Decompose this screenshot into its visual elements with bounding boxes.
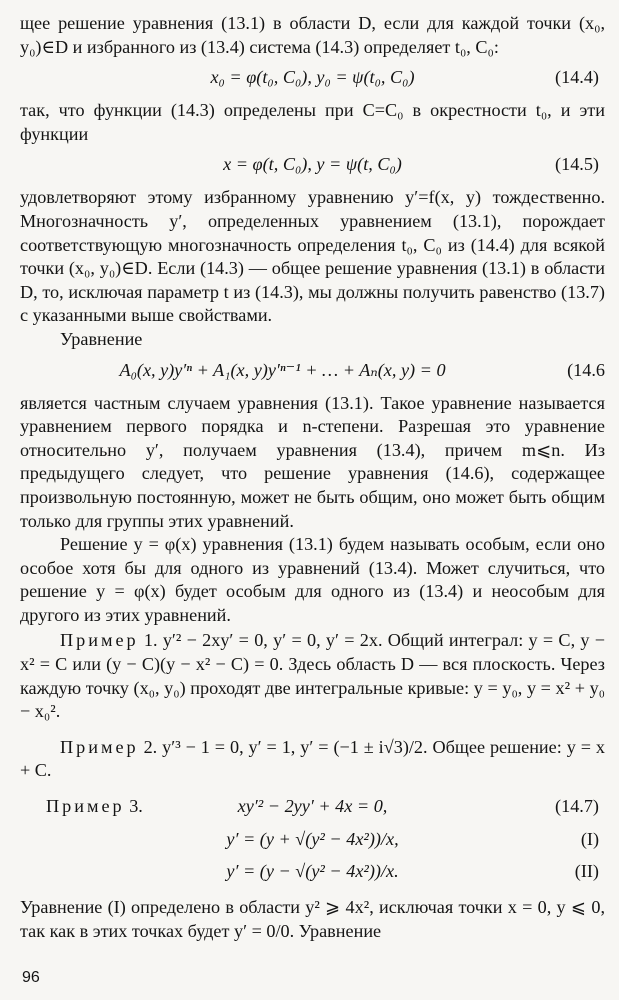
equation-formula: x₀ = φ(t₀, C₀), y₀ = ψ(t₀, C₀) [210, 67, 415, 88]
example-label: Пример [46, 796, 125, 817]
page-number: 96 [22, 969, 40, 987]
example-text: 2. y′³ − 1 = 0, y′ = 1, y′ = (−1 ± i√3)/2. Общее решение: y = x + C. [20, 736, 606, 781]
equation-14-6 [20, 359, 605, 385]
equation-formula: x = φ(t, C₀), y = ψ(t, C₀) [223, 154, 402, 175]
equation-formula: A₀(x, y)y′ⁿ + A₁(x, y)y′ⁿ⁻¹ + … + Aₙ(x, y) = 0 [119, 359, 446, 380]
paragraph-multivaluedness: удовлетворяют этому избранному уравнению y′=f(x, y) тождественно. Многозначность y′, определенных уравнением (13.1), порождает соответствующую многозначность определения t₀, C₀ из (14.4) для всякой точки (x₀, y₀)∈D. Если (14.3) — общее решение уравнения (13.1) в области D, то, исключая параметр t из (14.3), мы должны получить равенство (13.7) с указанными выше свойствами. [20, 187, 605, 326]
example-1 [20, 629, 605, 723]
equation-formula: y′ = (y + √(y² − 4x²))/x, [226, 829, 399, 850]
equation-formula: xy′² − 2yy′ + 4x = 0, [237, 796, 388, 817]
equation-number: (14.5) [555, 154, 599, 175]
equation-formula: y′ = (y − √(y² − 4x²))/x. [226, 861, 399, 882]
equation-number: (II) [574, 861, 599, 882]
paragraph-special-case: является частным случаем уравнения (13.1). Такое уравнение называется уравнением первого порядка и n-степени. Разрешая это уравнение относительно y′, получаем уравнения (13.4), причем m⩽n. Из предыдущего следует, что решение уравнения (14.6), содержащее произвольную постоянную, может не быть общим, оно может быть общим только для группы этих уравнений. [20, 392, 605, 531]
equation-14-5 [20, 153, 605, 179]
example-label: Пример [60, 630, 139, 651]
equation-14-4 [20, 66, 605, 92]
equation-number: (14.7) [555, 796, 599, 817]
example-label: Пример [60, 736, 139, 757]
equation-number: (I) [580, 829, 599, 850]
equation-number: (14.6 [567, 359, 605, 380]
paragraph-general-solution: щее решение уравнения (13.1) в области D, если для каждой точки (x₀, y₀)∈D и избранного из (13.4) система (14.3) определяет t₀, C₀: [20, 13, 605, 57]
equation-14-7 [20, 795, 605, 821]
paragraph-functions-defined: так, что функции (14.3) определены при C=C₀ в окрестности t₀, и эти функции [20, 100, 605, 144]
equation-number: (14.4) [555, 67, 599, 88]
example-number: 3. [129, 796, 143, 817]
equation-II [20, 860, 605, 886]
equation-I [20, 828, 605, 854]
example-2 [20, 736, 605, 783]
paragraph-equation-intro: Уравнение [60, 328, 143, 349]
paragraph-singular-solution: Решение y = φ(x) уравнения (13.1) будем называть особым, если оно особое хотя бы для одного из уравнений (13.4). Может случиться, что решение y = φ(x) будет особым для одного из (13.4) и неособым для другого из этих уравнений. [20, 534, 605, 625]
example-text: 1. y′² − 2xy′ = 0, y′ = 0, y′ = 2x. Общий интеграл: y = C, y − x² = C или (y − C)(y − x² − C) = 0. Здесь область D — вся плоскость. Через каждую точку (x₀, y₀) проходят две интегральные кривые: y = y₀, y = x² + y₀ − x₀². [20, 630, 606, 722]
paragraph-equation-I-domain: Уравнение (I) определено в области y² ⩾ 4x², исключая точки x = 0, y ⩽ 0, так как в этих точках будет y′ = 0/0. Уравнение [20, 897, 605, 941]
